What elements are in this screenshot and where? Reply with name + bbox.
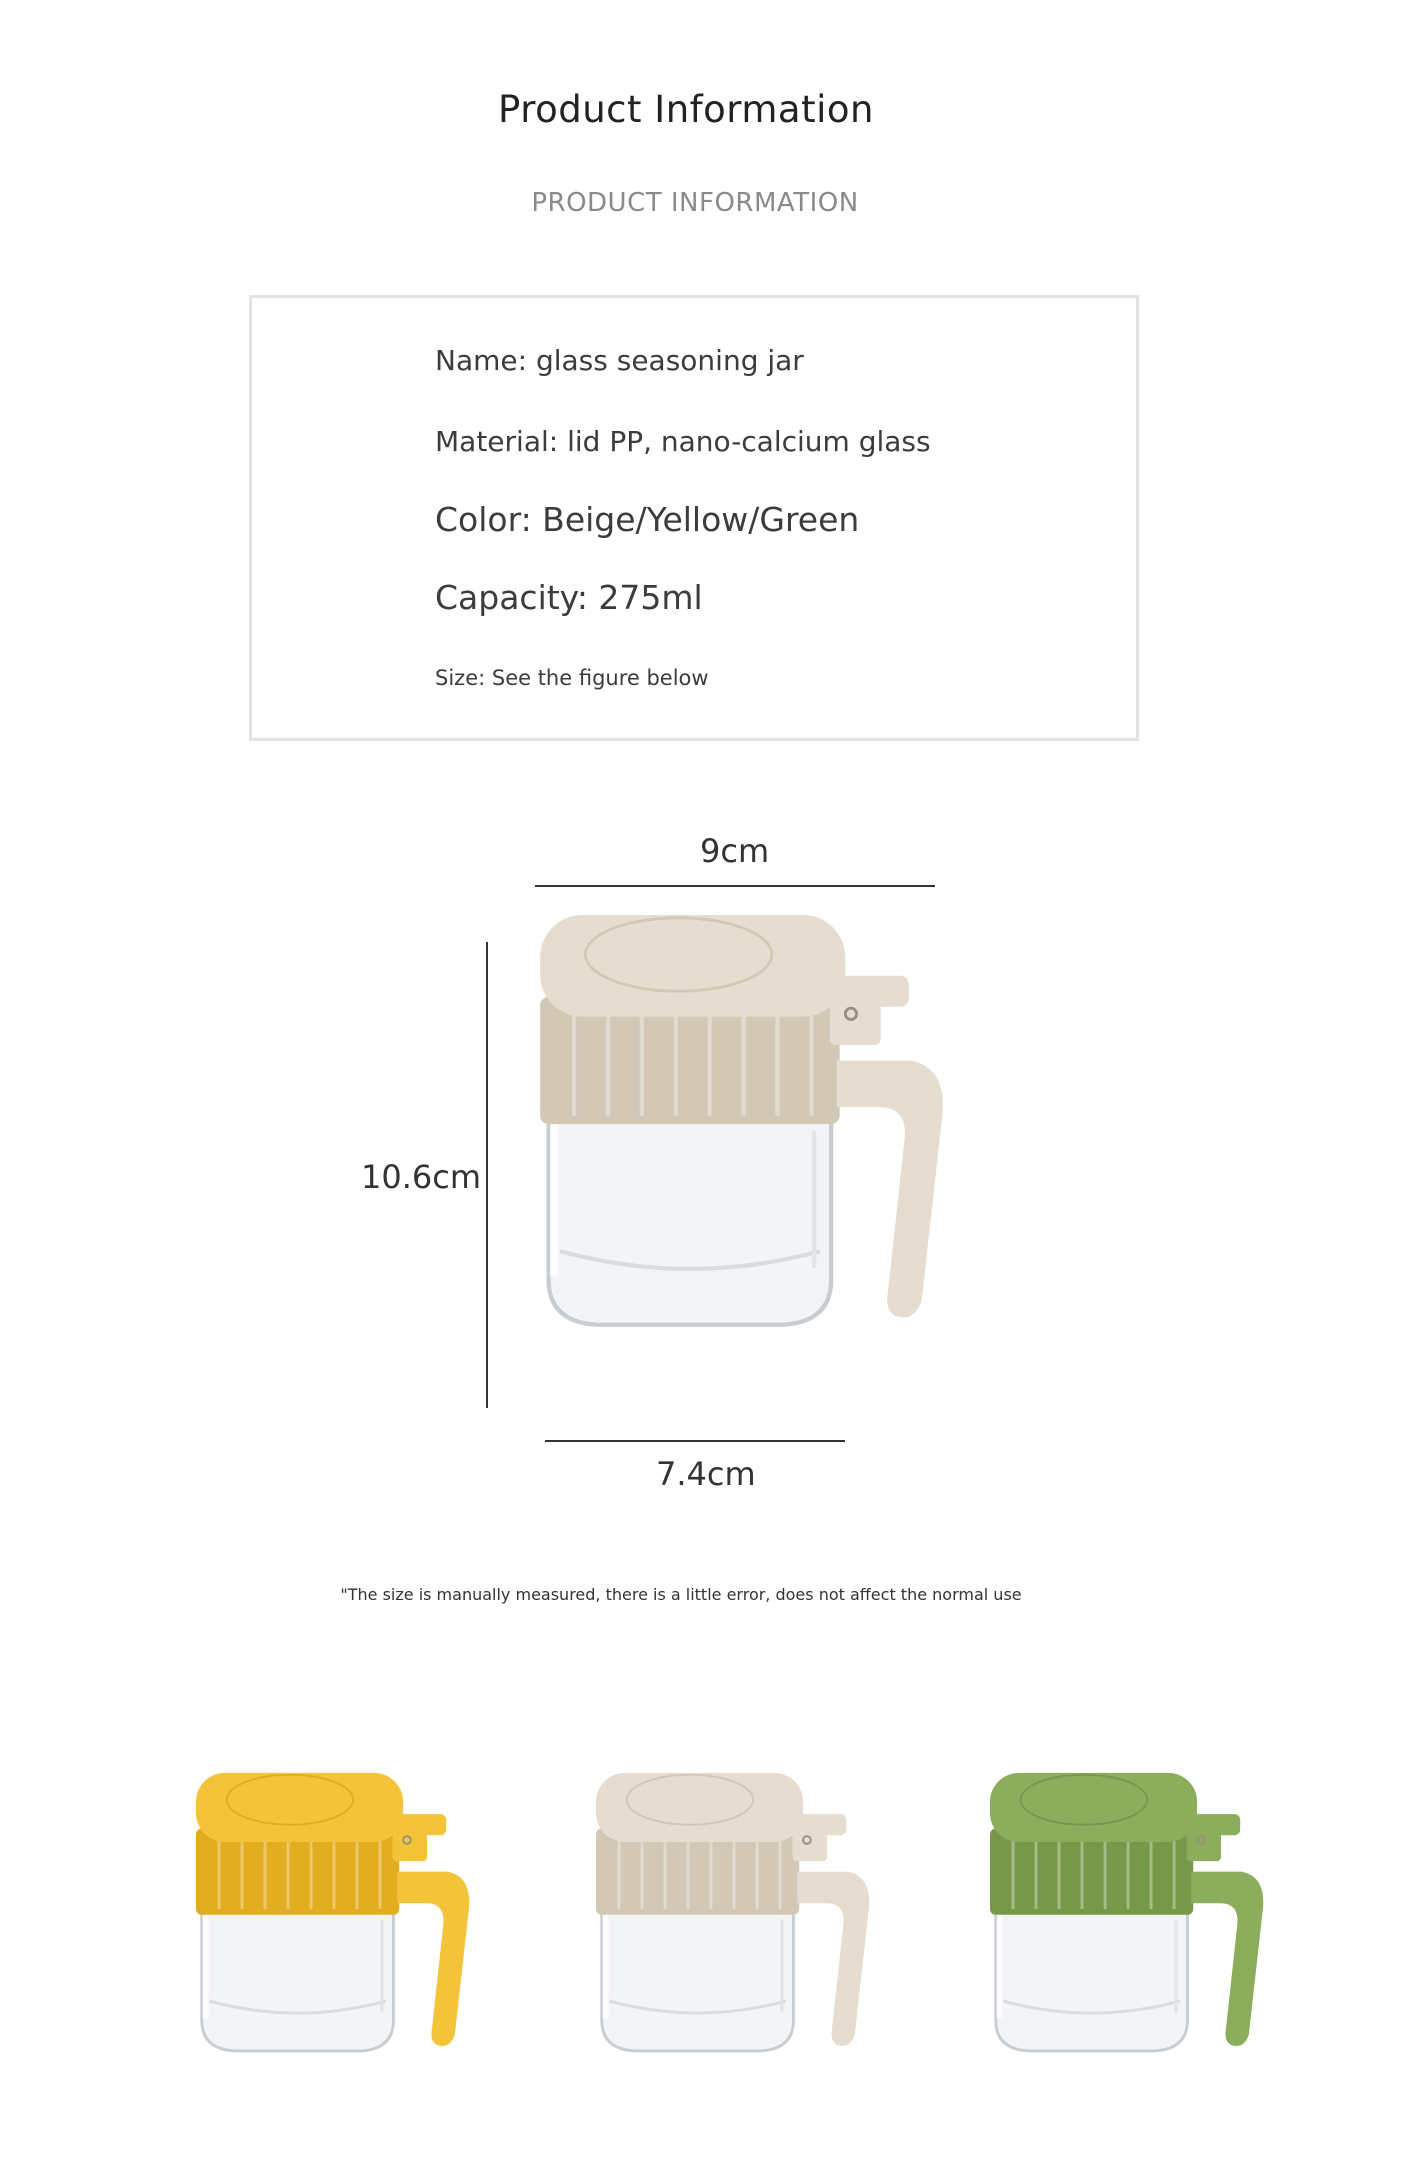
dimension-top-width: 9cm <box>700 832 770 870</box>
beige-jar-image <box>596 1742 874 2078</box>
page-subtitle: PRODUCT INFORMATION <box>531 188 859 218</box>
info-size: Size: See the figure below <box>435 666 709 690</box>
dimension-line-bottom <box>545 1440 845 1442</box>
info-name: Name: glass seasoning jar <box>435 344 804 377</box>
dimension-line-top <box>535 885 935 887</box>
dimension-height: 10.6cm <box>361 1158 482 1196</box>
measurement-note: "The size is manually measured, there is a little error, does not affect the normal use <box>340 1585 1022 1604</box>
info-material: Material: lid PP, nano-calcium glass <box>435 425 931 458</box>
dimension-line-height <box>486 942 488 1408</box>
green-jar-image <box>990 1742 1268 2078</box>
info-color: Color: Beige/Yellow/Green <box>435 500 860 539</box>
yellow-jar-image <box>196 1742 474 2078</box>
info-capacity: Capacity: 275ml <box>435 578 703 617</box>
page-title: Product Information <box>498 88 874 131</box>
beige-jar-dimension-image <box>540 898 950 1336</box>
dimension-bottom-width: 7.4cm <box>656 1455 756 1493</box>
